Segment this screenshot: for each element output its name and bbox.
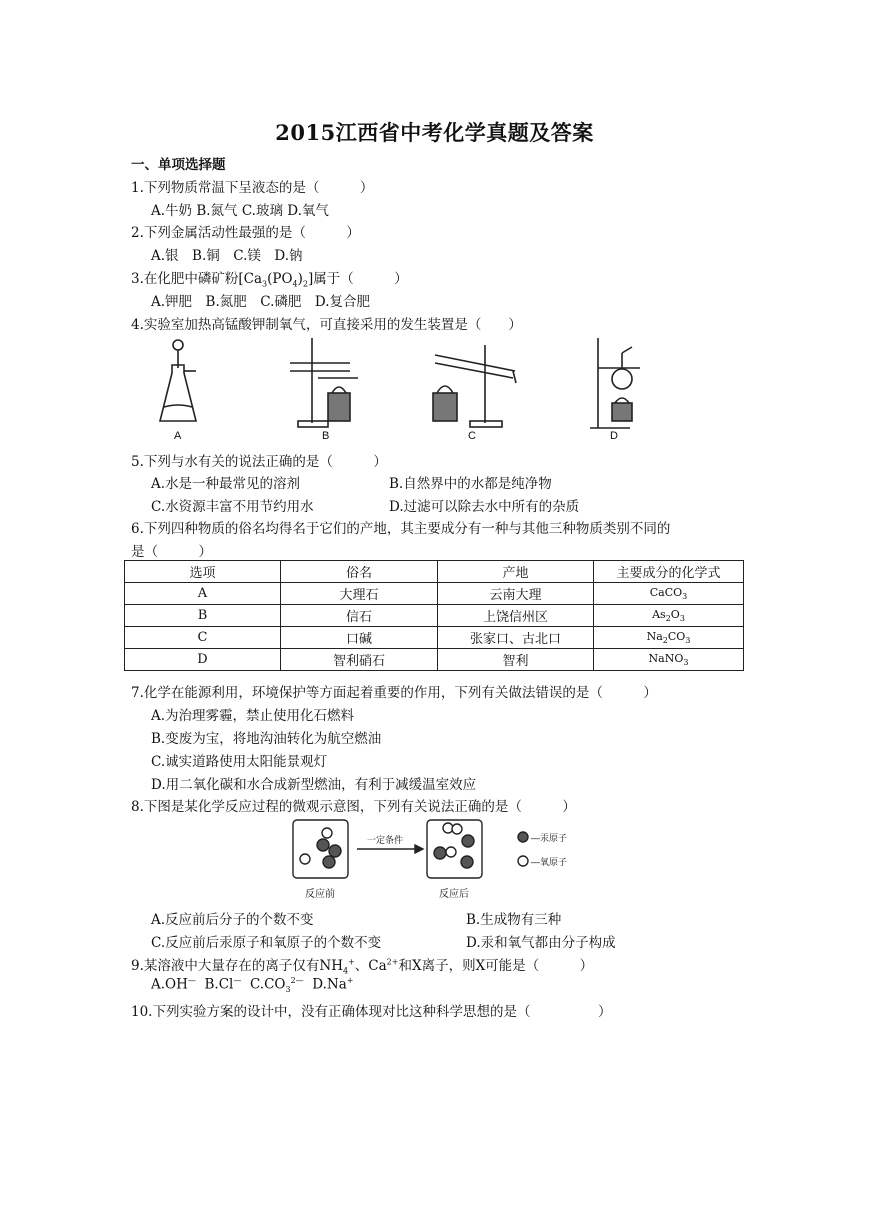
q7-option-a: A.为治理雾霾，禁止使用化石燃料: [151, 708, 355, 724]
apparatus-b-label: B: [322, 430, 330, 442]
q8-stem: 8.下图是某化学反应过程的微观示意图，下列有关说法正确的是（ ）: [131, 799, 576, 815]
apparatus-c-label: C: [468, 430, 476, 442]
q8-option-b: B.生成物有三种: [466, 912, 562, 928]
arrow-condition-label: 一定条件: [367, 835, 404, 845]
q8-reaction-diagram: [285, 815, 585, 905]
table-cell: B: [125, 605, 281, 627]
table-header-cell: 产地: [438, 561, 594, 583]
q5-option-b: B.自然界中的水都是纯净物: [389, 476, 552, 492]
table-row: [125, 649, 744, 671]
q5-option-a: A.水是一种最常见的溶剂: [151, 476, 301, 492]
before-label: 反应前: [305, 889, 335, 900]
apparatus-b: [290, 338, 358, 427]
q7-option-b: B.变废为宝，将地沟油转化为航空燃油: [151, 731, 382, 747]
q1-options: A.牛奶 B.氮气 C.玻璃 D.氧气: [151, 203, 329, 219]
table-cell: 上饶信州区: [438, 605, 594, 627]
page-title: 2015江西省中考化学真题及答案: [275, 120, 594, 145]
formula-cell: CaCO$_3$: [594, 583, 744, 605]
q5-option-d: D.过滤可以除去水中所有的杂质: [389, 499, 580, 515]
apparatus-a-label: A: [174, 430, 182, 442]
apparatus-c: [433, 345, 516, 427]
q3-options: A.钾肥 B.氮肥 C.磷肥 D.复合肥: [151, 294, 371, 310]
after-label: 反应后: [439, 889, 469, 900]
q6-stem-line1: 6.下列四种物质的俗名均得名于它们的产地，其主要成分有一种与其他三种物质类别不同的: [131, 521, 671, 537]
formula-cell: $As_2O_3$: [594, 605, 744, 627]
q7-option-d: D.用二氧化碳和水合成新型燃油，有利于减缓温室效应: [151, 777, 477, 793]
formula-cell: $Na_2CO_3$: [594, 627, 744, 649]
q3-stem: 3.在化肥中磷矿粉$[Ca_3(PO_4)_2]$属于（ ）: [131, 271, 408, 289]
q9-options: A.OH— B.Cl— $C.CO_3^{2—}$ D.Na+: [151, 976, 354, 995]
q8-option-a: A.反应前后分子的个数不变: [151, 912, 314, 928]
table-cell: 信石: [281, 605, 438, 627]
table-header-cell: 俗名: [281, 561, 438, 583]
q9-stem: 9.某溶液中大量存在的离子仅有$NH_4^+$、$Ca^{2+}$和X离子，则X可能是（ ）: [131, 957, 594, 976]
table-cell: 智利硝石: [281, 649, 438, 671]
q5-option-c: C.水资源丰富不用节约用水: [151, 499, 314, 515]
q2-options: A.银 B.铜 C.镁 D.钠: [151, 248, 303, 264]
table-cell: D: [125, 649, 281, 671]
q7-option-c: C.诚实道路使用太阳能景观灯: [151, 754, 328, 770]
q2-stem: 2.下列金属活动性最强的是（ ）: [131, 225, 360, 241]
apparatus-d: [590, 338, 640, 428]
table-row: [125, 605, 744, 627]
apparatus-a: [160, 340, 196, 421]
table-header-cell: 选项: [125, 561, 281, 583]
q10-stem: 10.下列实验方案的设计中，没有正确体现对比这种科学思想的是（ ）: [131, 1004, 612, 1020]
q4-apparatus-figure: [150, 333, 650, 443]
legend-oxygen-label: —氧原子: [531, 857, 568, 867]
q5-stem: 5.下列与水有关的说法正确的是（ ）: [131, 454, 387, 470]
table-header-row: [125, 561, 744, 583]
q1-stem: 1.下列物质常温下呈液态的是（ ）: [131, 180, 374, 196]
table-cell: 智利: [438, 649, 594, 671]
table-cell: 口碱: [281, 627, 438, 649]
legend-mercury-label: —汞原子: [531, 833, 568, 843]
table-row: [125, 627, 744, 649]
table-row: [125, 583, 744, 605]
table-cell: 大理石: [281, 583, 438, 605]
q6-table: [124, 560, 744, 671]
q4-stem: 4.实验室加热高锰酸钾制氧气，可直接采用的发生装置是（ ）: [131, 317, 522, 333]
q8-option-c: C.反应前后汞原子和氧原子的个数不变: [151, 935, 382, 951]
q8-option-d: D.汞和氧气都由分子构成: [466, 935, 616, 951]
formula-cell: NaNO$_3$: [594, 649, 744, 671]
table-cell: 张家口、古北口: [438, 627, 594, 649]
section-heading: 一、单项选择题: [131, 157, 226, 173]
table-cell: 云南大理: [438, 583, 594, 605]
q7-stem: 7.化学在能源利用，环境保护等方面起着重要的作用，下列有关做法错误的是（ ）: [131, 685, 657, 701]
table-cell: C: [125, 627, 281, 649]
table-header-cell: 主要成分的化学式: [594, 561, 744, 583]
table-cell: A: [125, 583, 281, 605]
apparatus-d-label: D: [610, 430, 618, 442]
q6-stem-line2: 是（ ）: [131, 544, 212, 560]
